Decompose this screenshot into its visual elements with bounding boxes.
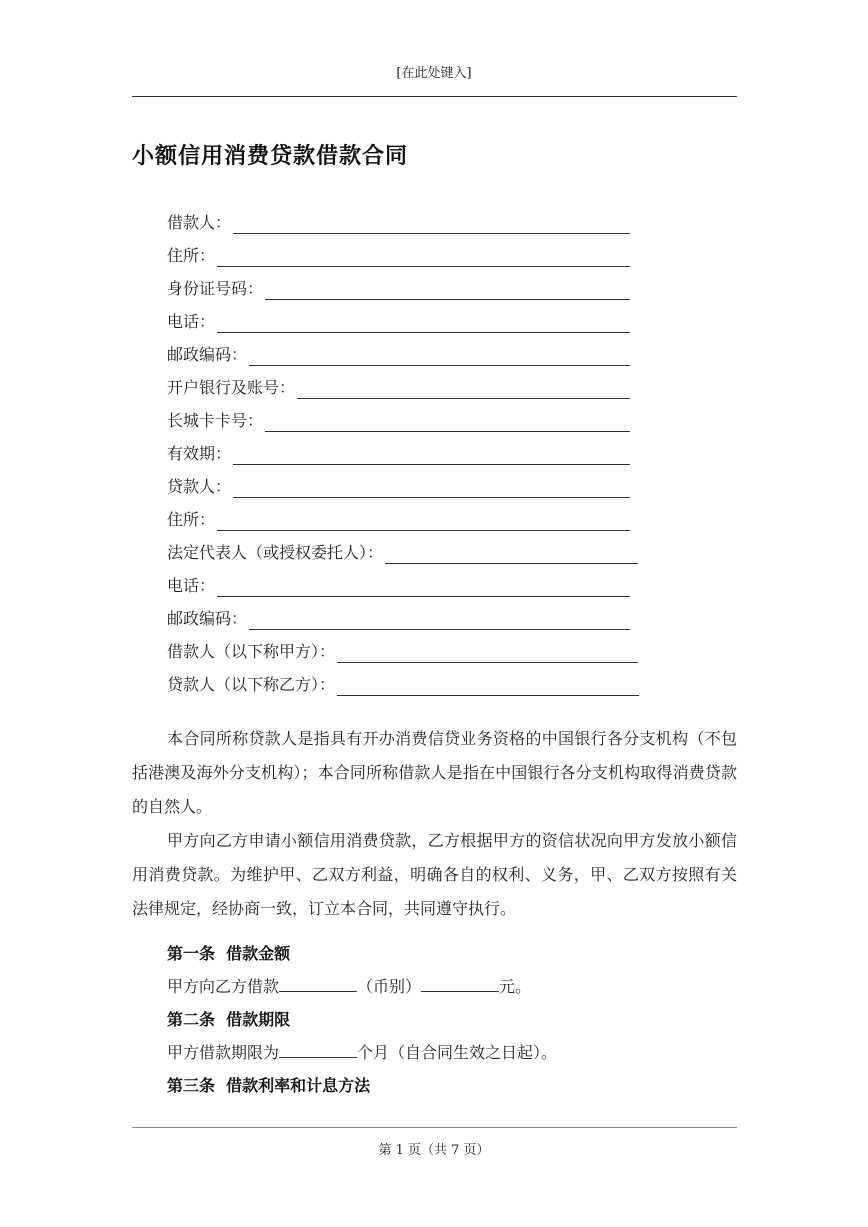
field-label: 电话：: [167, 312, 216, 331]
field-lender-phone: [167, 575, 630, 597]
fill-in-line[interactable]: [249, 615, 630, 630]
clause-text: （币别）: [357, 977, 422, 996]
field-borrower: [167, 212, 630, 234]
field-legal-representative: [167, 542, 638, 564]
field-label: 电话：: [167, 576, 216, 595]
fill-in-line[interactable]: [265, 285, 630, 300]
field-label: 身份证号码：: [167, 279, 264, 298]
fill-in-line[interactable]: [249, 351, 630, 366]
fill-in-line[interactable]: [233, 483, 630, 498]
field-label: 贷款人：: [167, 477, 232, 496]
field-label: 邮政编码：: [167, 609, 248, 628]
field-bank-account: [167, 377, 630, 399]
field-label: 住所：: [167, 510, 216, 529]
field-lender-postcode: [167, 608, 630, 630]
article-2-heading: 第二条 借款期限: [167, 1010, 291, 1029]
clause-text: 个月（自合同生效之日起）。: [357, 1043, 558, 1062]
amount-blank[interactable]: [279, 977, 357, 992]
fill-in-line[interactable]: [217, 252, 630, 267]
fill-in-line[interactable]: [337, 648, 638, 663]
clause-text: 元。: [499, 977, 532, 996]
fill-in-line[interactable]: [233, 219, 630, 234]
field-label: 住所：: [167, 246, 216, 265]
clause-text: 甲方向乙方借款: [167, 977, 280, 996]
fill-in-line[interactable]: [233, 450, 630, 465]
footer-divider: [132, 1127, 737, 1128]
field-label: 借款人（以下称甲方）：: [167, 642, 336, 661]
fill-in-line[interactable]: [217, 318, 630, 333]
fill-in-line[interactable]: [265, 417, 630, 432]
paragraph-purpose: 甲方向乙方申请小额信用消费贷款，乙方根据甲方的资信状况向甲方发放小额信用消费贷款。为维护甲、乙双方利益，明确各自的权利、义务，甲、乙双方按照有关法律规定，经协商一致，订立本合同，共同遵守执行。: [132, 831, 737, 918]
clause-text: 甲方借款期限为: [167, 1043, 280, 1062]
article-3-heading: 第三条 借款利率和计息方法: [167, 1076, 371, 1095]
currency-amount-blank[interactable]: [421, 977, 499, 992]
page-header-placeholder[interactable]: [在此处键入]: [396, 66, 472, 81]
fill-in-line[interactable]: [385, 549, 638, 564]
fill-in-line[interactable]: [337, 681, 639, 696]
fill-in-line[interactable]: [217, 582, 630, 597]
field-borrower-address: [167, 245, 630, 267]
field-party-b: [167, 674, 639, 696]
field-label: 长城卡卡号：: [167, 411, 264, 430]
field-label: 借款人：: [167, 213, 232, 232]
field-borrower-postcode: [167, 344, 630, 366]
article-2-clause: [167, 1040, 557, 1063]
header-divider: [132, 96, 737, 97]
field-borrower-phone: [167, 311, 630, 333]
field-lender-address: [167, 509, 630, 531]
field-label: 邮政编码：: [167, 345, 248, 364]
field-label: 贷款人（以下称乙方）：: [167, 675, 336, 694]
field-lender: [167, 476, 630, 498]
fill-in-line[interactable]: [297, 384, 630, 399]
field-id-number: [167, 278, 630, 300]
article-1-heading: 第一条 借款金额: [167, 944, 291, 963]
field-great-wall-card: [167, 410, 630, 432]
document-title: 小额信用消费贷款借款合同: [132, 143, 409, 169]
paragraph-definitions: 本合同所称贷款人是指具有开办消费信贷业务资格的中国银行各分支机构（不包括港澳及海外分支机构）；本合同所称借款人是指在中国银行各分支机构取得消费贷款的自然人。: [132, 729, 737, 816]
months-blank[interactable]: [279, 1043, 357, 1058]
article-1-clause: [167, 974, 531, 997]
field-validity: [167, 443, 630, 465]
fill-in-line[interactable]: [217, 516, 630, 531]
field-label: 开户银行及账号：: [167, 378, 296, 397]
field-party-a: [167, 641, 638, 663]
field-label: 法定代表人（或授权委托人）：: [167, 543, 384, 562]
page-number: 第 1 页（共 7 页）: [378, 1143, 490, 1158]
field-label: 有效期：: [167, 444, 232, 463]
